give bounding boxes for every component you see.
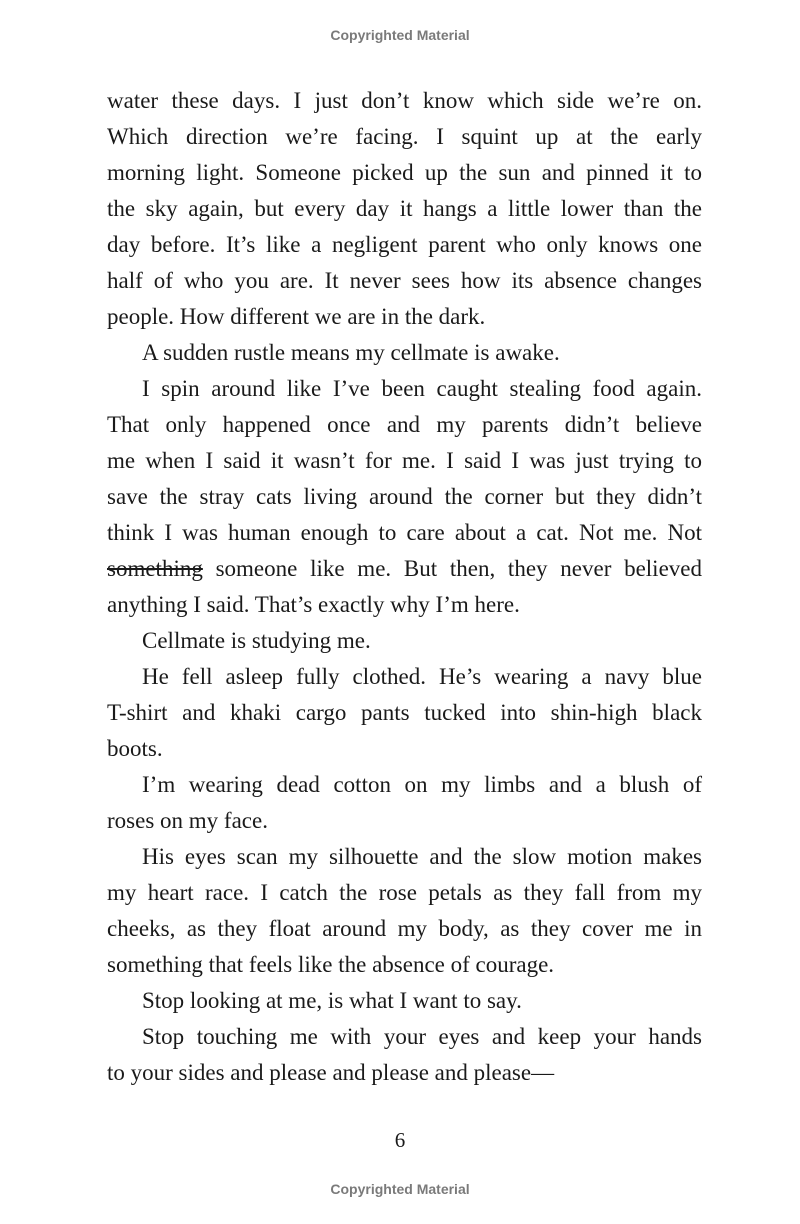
paragraph bbox=[107, 659, 702, 767]
paragraph bbox=[107, 839, 702, 983]
text-segment: someone like me. But then, they never believed bbox=[202, 556, 702, 581]
text-line: He fell asleep fully clothed. He’s wearing a navy blue bbox=[142, 664, 702, 689]
text-line: my heart race. I catch the rose petals as they fall from my bbox=[107, 880, 702, 905]
text-line: day before. It’s like a negligent parent who only knows one bbox=[107, 232, 702, 257]
paragraph bbox=[107, 83, 702, 335]
struck-text: something bbox=[107, 556, 203, 581]
text-line: roses on my face. bbox=[107, 808, 268, 833]
text-line: me when I said it wasn’t for me. I said I was just trying to bbox=[107, 448, 702, 473]
text-line: people. How different we are in the dark. bbox=[107, 304, 486, 329]
text-line: think I was human enough to care about a cat. Not me. Not bbox=[107, 520, 702, 545]
paragraph bbox=[107, 371, 702, 623]
paragraph bbox=[107, 1019, 702, 1091]
paragraph bbox=[107, 983, 702, 1019]
paragraph bbox=[107, 335, 702, 371]
text-line: boots. bbox=[107, 736, 163, 761]
text-line: save the stray cats living around the corner but they didn’t bbox=[107, 484, 702, 509]
text-line: the sky again, but every day it hangs a little lower than the bbox=[107, 196, 702, 221]
text-line: His eyes scan my silhouette and the slow motion makes bbox=[142, 844, 702, 869]
text-line: water these days. I just don’t know which side we’re on. bbox=[107, 88, 702, 113]
text-line: morning light. Someone picked up the sun and pinned it to bbox=[107, 160, 702, 185]
copyright-footer: Copyrighted Material bbox=[330, 1181, 470, 1197]
text-line: to your sides and please and please and please— bbox=[107, 1060, 555, 1085]
text-line: T-shirt and khaki cargo pants tucked into shin-high black bbox=[107, 700, 702, 725]
text-line: Cellmate is studying me. bbox=[142, 628, 371, 653]
page-number: 6 bbox=[394, 1128, 406, 1152]
text-line: half of who you are. It never sees how its absence changes bbox=[107, 268, 702, 293]
text-line: I’m wearing dead cotton on my limbs and a blush of bbox=[142, 772, 702, 797]
text-line: I spin around like I’ve been caught stealing food again. bbox=[142, 376, 702, 401]
text-line: something that feels like the absence of courage. bbox=[107, 952, 555, 977]
text-line: Which direction we’re facing. I squint up at the early bbox=[107, 124, 702, 149]
text-line: That only happened once and my parents didn’t believe bbox=[107, 412, 702, 437]
paragraph bbox=[107, 767, 702, 839]
text-line: Stop looking at me, is what I want to say. bbox=[142, 988, 522, 1013]
text-line bbox=[107, 551, 702, 587]
copyright-header: Copyrighted Material bbox=[330, 27, 470, 43]
text-line: Stop touching me with your eyes and keep your hands bbox=[142, 1024, 702, 1049]
text-line: cheeks, as they float around my body, as they cover me in bbox=[107, 916, 702, 941]
text-line: anything I said. That’s exactly why I’m here. bbox=[107, 592, 520, 617]
paragraph bbox=[107, 623, 702, 659]
page-body-text bbox=[107, 83, 702, 1091]
text-line: A sudden rustle means my cellmate is awake. bbox=[142, 340, 560, 365]
